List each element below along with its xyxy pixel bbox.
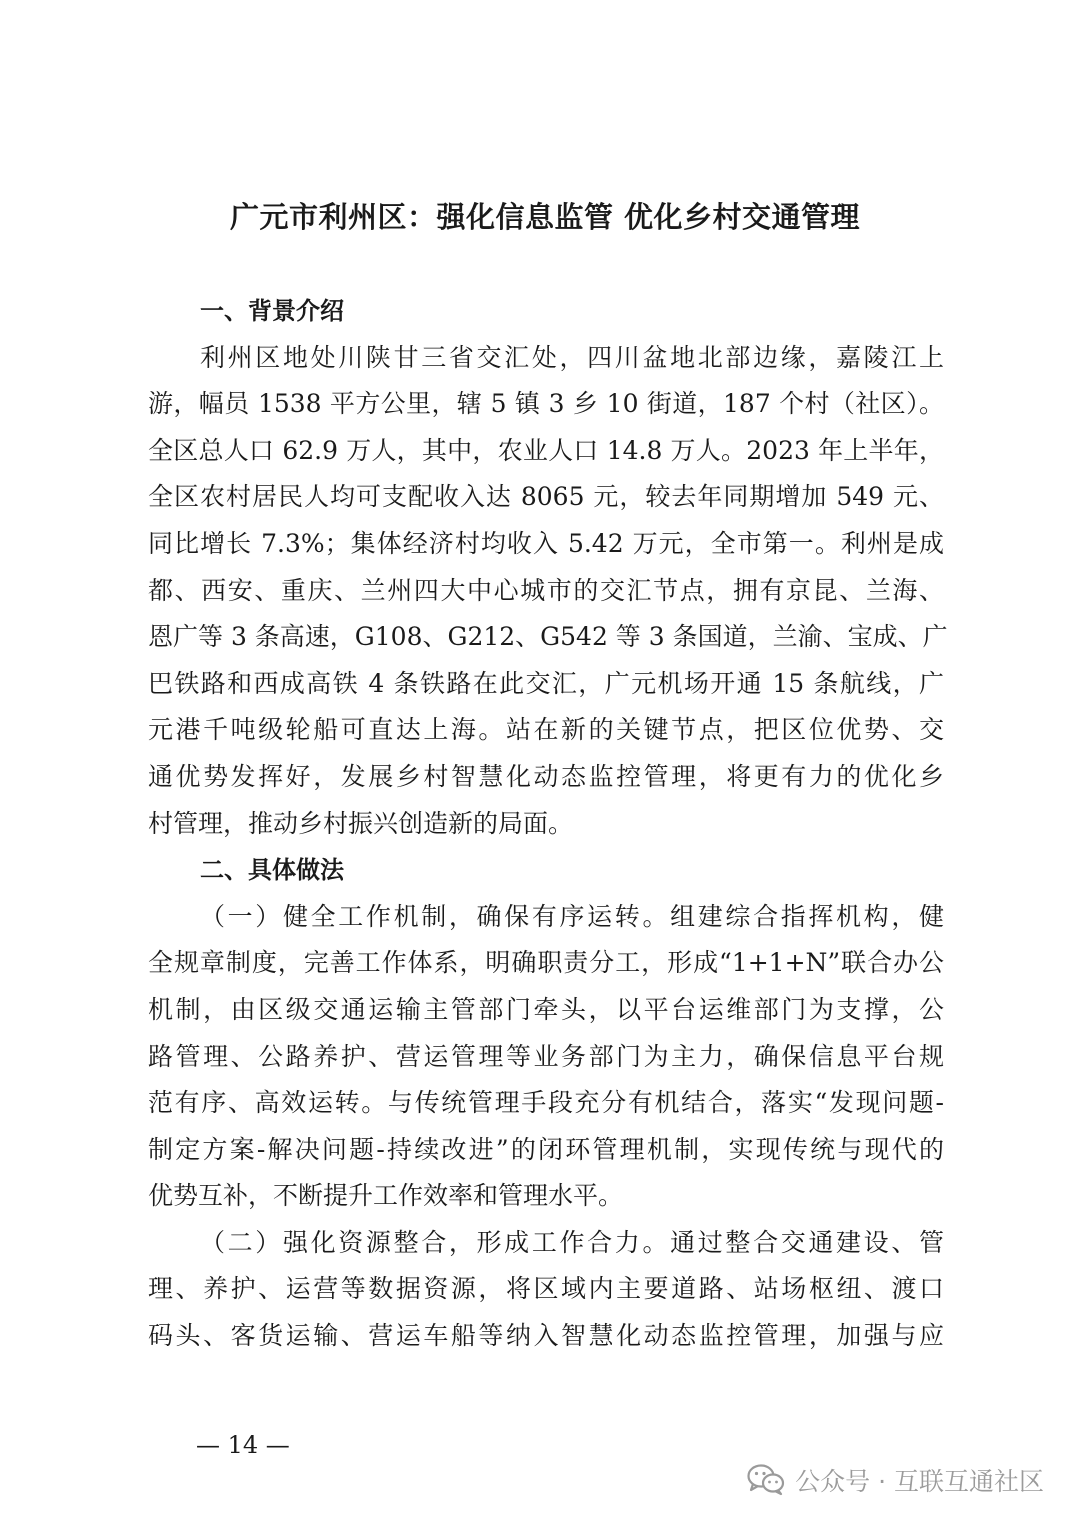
paragraph-line: 理、养护、运营等数据资源，将区域内主要道路、站场枢纽、渡口 [148,1274,944,1304]
paragraph-line: 全区总人口 62.9 万人，其中，农业人口 14.8 万人。2023 年上半年， [148,435,944,465]
paragraph-line: 路管理、公路养护、营运管理等业务部门为主力，确保信息平台规 [148,1041,944,1071]
paragraph-line: 制定方案-解决问题-持续改进”的闭环管理机制，实现传统与现代的 [148,1134,944,1164]
paragraph-line: 利州区地处川陕甘三省交汇处，四川盆地北部边缘，嘉陵江上 [200,342,944,372]
page-number: — 14 — [196,1431,290,1459]
paragraph-line: （二）强化资源整合，形成工作合力。通过整合交通建设、管 [200,1227,944,1257]
paragraph-line: 全区农村居民人均可支配收入达 8065 元，较去年同期增加 549 元、 [148,482,944,512]
section-heading-background: 一、背景介绍 [200,297,344,325]
paragraph-line: 巴铁路和西成高铁 4 条铁路在此交汇，广元机场开通 15 条航线，广 [148,668,944,698]
paragraph-line: 村管理，推动乡村振兴创造新的局面。 [148,808,574,838]
paragraph-line: 码头、客货运输、营运车船等纳入智慧化动态监控管理，加强与应 [148,1321,944,1351]
paragraph-line: 机制，由区级交通运输主管部门牵头，以平台运维部门为支撑，公 [148,994,944,1024]
paragraph-line: （一）健全工作机制，确保有序运转。组建综合指挥机构，健 [200,901,944,931]
paragraph-line: 优势互补，不断提升工作效率和管理水平。 [148,1181,624,1211]
paragraph-line: 全规章制度，完善工作体系，明确职责分工，形成“1+1+N”联合办公 [148,948,944,978]
watermark-text: 公众号 · 互联互通社区 [795,1467,1044,1496]
paragraph-line: 同比增长 7.3%；集体经济村均收入 5.42 万元，全市第一。利州是成 [148,528,944,558]
document-body [148,288,948,1360]
wechat-icon [747,1464,785,1496]
paragraph-line: 都、西安、重庆、兰州四大中心城市的交汇节点，拥有京昆、兰海、 [148,575,944,605]
watermark [747,1462,1044,1498]
paragraph-line: 游，幅员 1538 平方公里，辖 5 镇 3 乡 10 街道，187 个村（社区）。 [148,389,944,419]
paragraph-line: 范有序、高效运转。与传统管理手段充分有机结合，落实“发现问题- [148,1088,944,1118]
paragraph-line: 通优势发挥好，发展乡村智慧化动态监控管理，将更有力的优化乡 [148,761,944,791]
paragraph-line: 元港千吨级轮船可直达上海。站在新的关键节点，把区位优势、交 [148,715,944,745]
paragraph-line: 恩广等 3 条高速，G108、G212、G542 等 3 条国道，兰渝、宝成、广 [148,622,948,652]
document-title: 广元市利州区：强化信息监管 优化乡村交通管理 [229,200,861,234]
section-heading-practices: 二、具体做法 [200,856,344,885]
